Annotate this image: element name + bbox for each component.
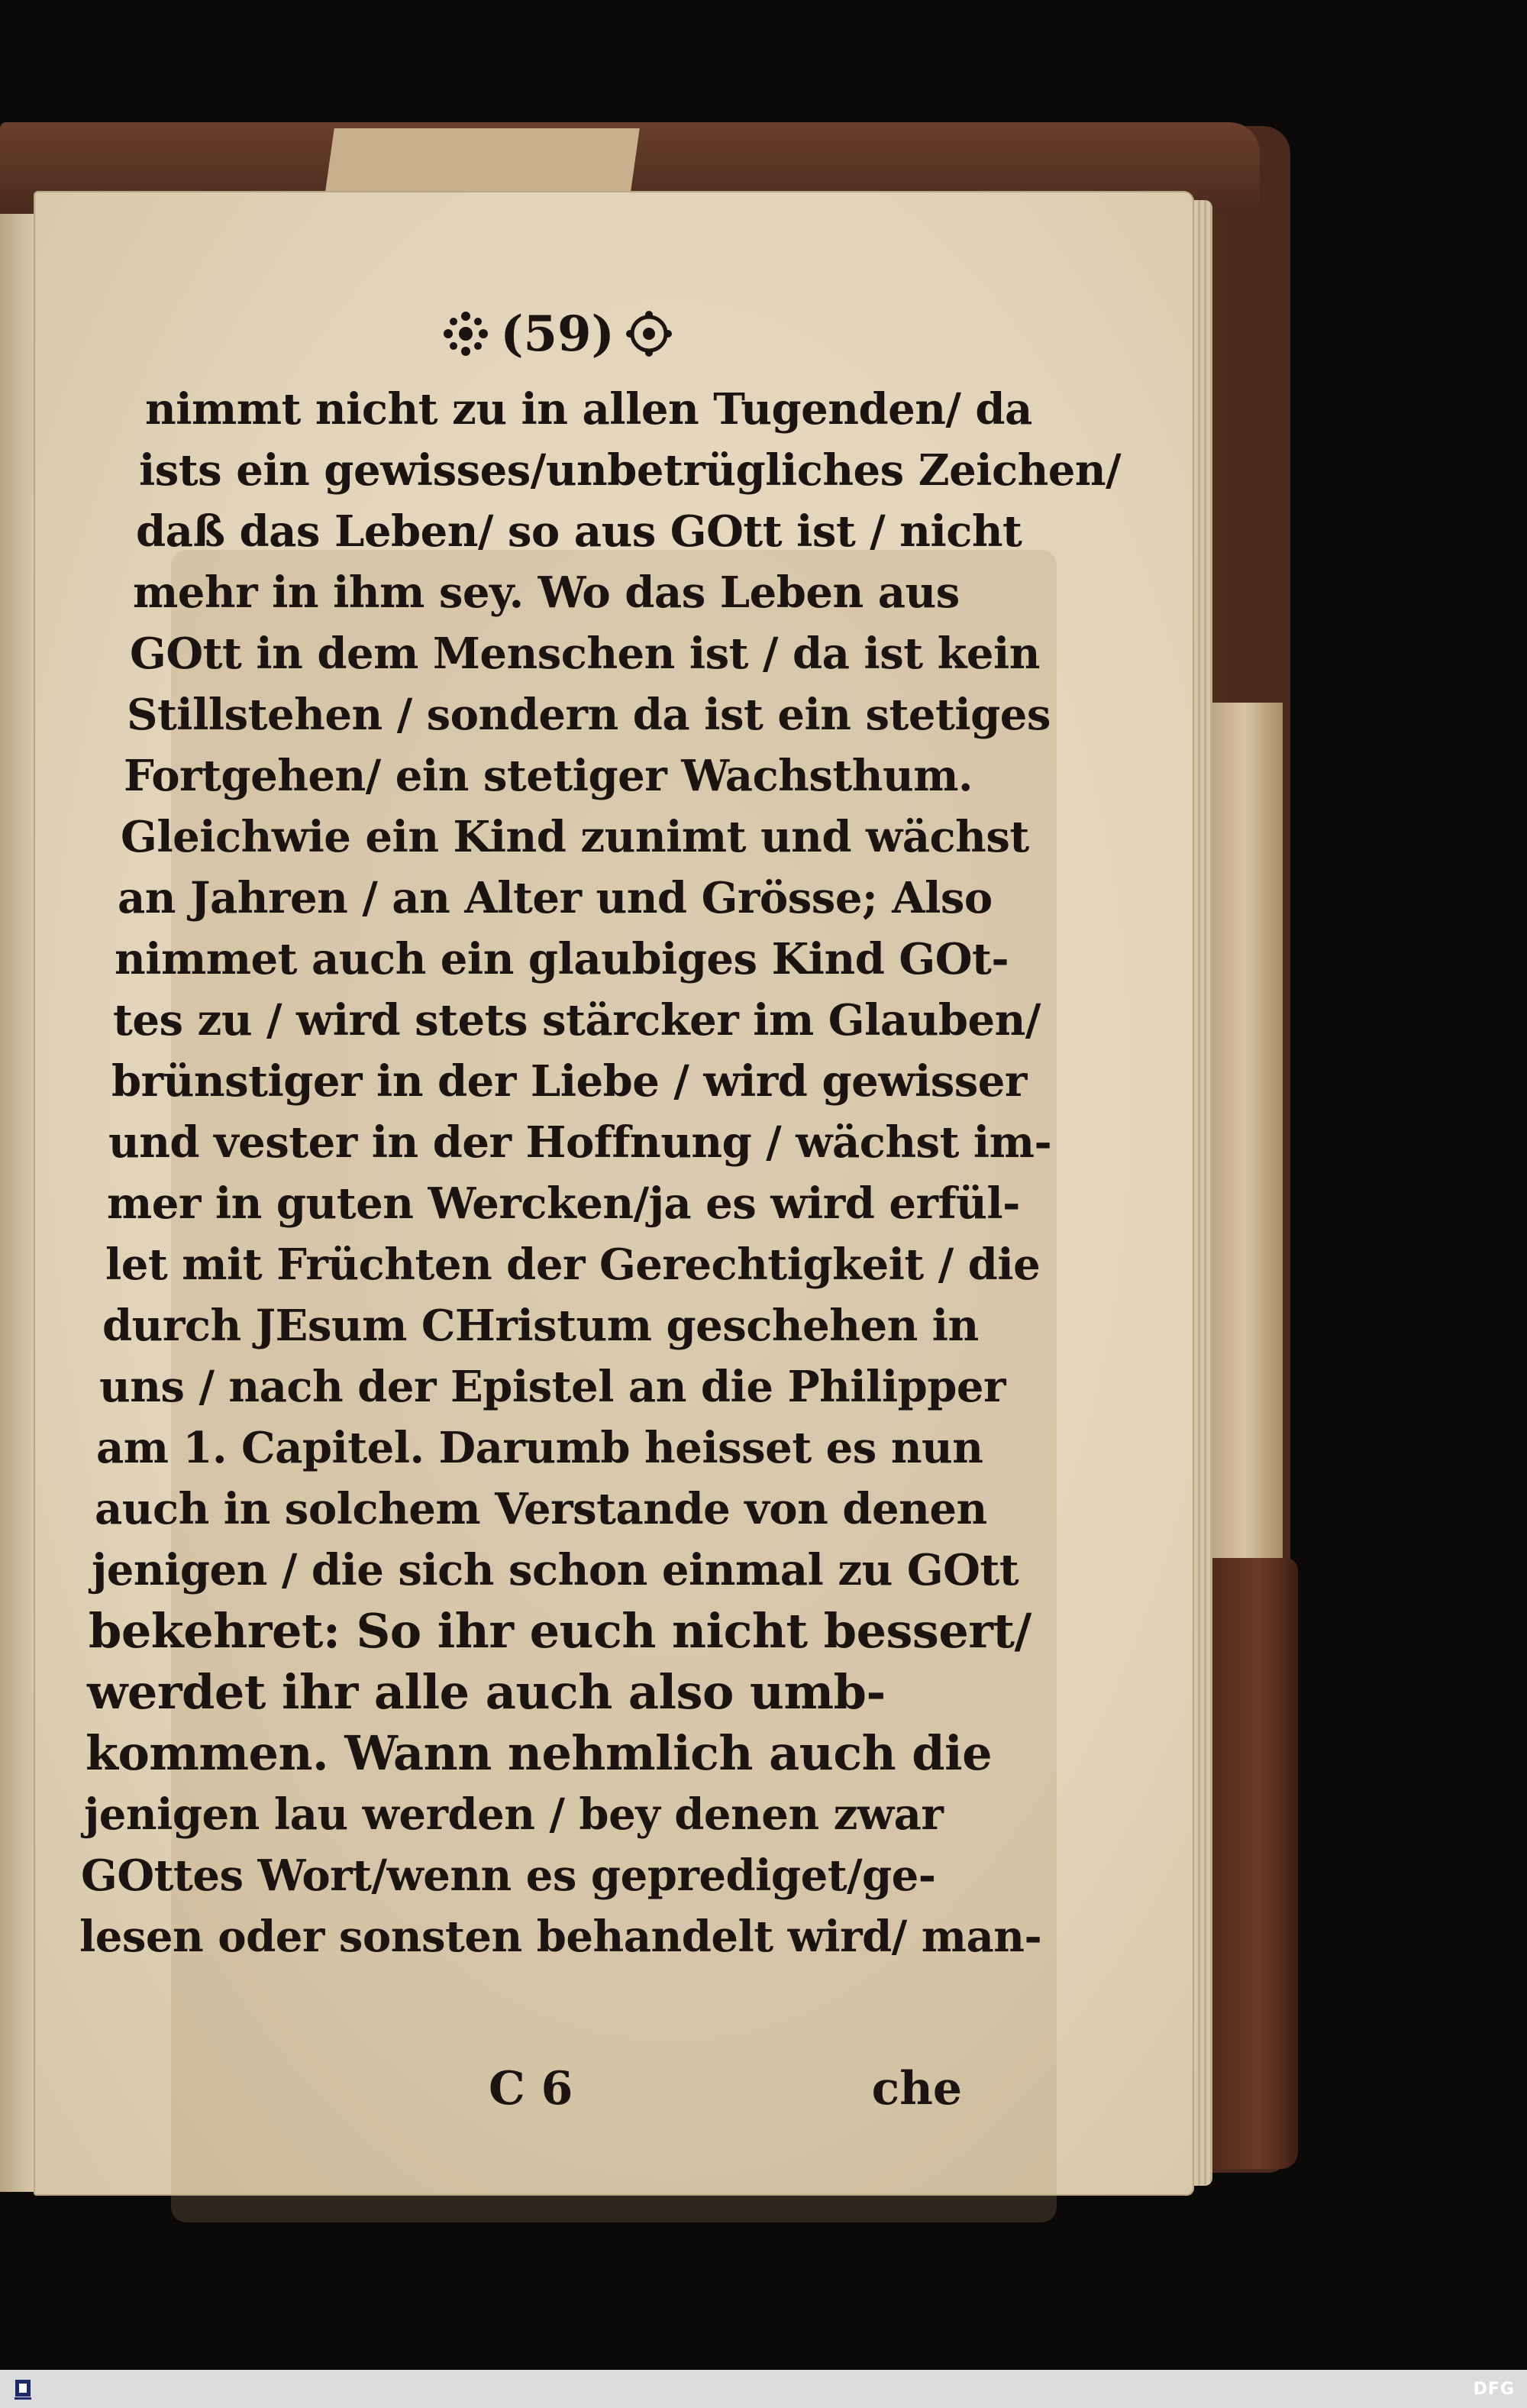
page-header <box>405 299 710 368</box>
text-line: Fortgehen/ ein stetiger Wachsthum. <box>124 751 973 801</box>
text-line: auch in solchem Verstande von denen <box>95 1484 987 1534</box>
text-line: GOtt in dem Menschen ist / da ist kein <box>130 629 1040 679</box>
facing-page-edge <box>0 214 35 2192</box>
parchment-spine-strip <box>1206 703 1283 1573</box>
text-line: nimmt nicht zu in allen Tugenden/ da <box>145 384 1032 435</box>
text-line: jenigen lau werden / bey denen zwar <box>84 1789 944 1840</box>
text-line: brünstiger in der Liebe / wird gewisser <box>111 1056 1027 1107</box>
text-line: jenigen / die sich schon einmal zu GOtt <box>92 1545 1019 1595</box>
text-line: uns / nach der Epistel an die Philipper <box>99 1362 1006 1412</box>
signature-mark: C 6 <box>489 2062 573 2115</box>
text-line: nimmet auch ein glaubiges Kind GOt- <box>115 934 1009 984</box>
text-line: durch JEsum CHristum geschehen in <box>102 1301 979 1351</box>
text-line: mer in guten Wercken/ja es wird erfül- <box>107 1178 1020 1229</box>
viewer-footer-bar <box>0 2370 1527 2408</box>
page-number: (59) <box>500 305 615 363</box>
rosette-ornament-icon <box>625 310 673 357</box>
rosette-ornament-icon <box>442 310 489 357</box>
text-line: daß das Leben/ so aus GOtt ist / nicht <box>136 506 1022 557</box>
text-line: tes zu / wird stets stärcker im Glauben/ <box>113 995 1041 1046</box>
text-line: lesen oder sonsten behandelt wird/ man- <box>79 1912 1042 1962</box>
dfg-brand: DFG <box>1473 2379 1515 2399</box>
text-line: und vester in der Hoffnung / wächst im- <box>108 1117 1052 1168</box>
text-line: ists ein gewisses/unbetrügliches Zeichen/ <box>139 445 1122 496</box>
library-crest-icon <box>9 2374 37 2404</box>
text-line: let mit Früchten der Gerechtigkeit / die <box>105 1240 1041 1290</box>
text-line: mehr in ihm sey. Wo das Leben aus <box>133 567 960 618</box>
text-line: Stillstehen / sondern da ist ein stetiges <box>127 690 1051 740</box>
text-line: werdet ihr alle auch also umb- <box>87 1664 886 1720</box>
text-line: kommen. Wann nehmlich auch die <box>86 1725 993 1781</box>
leather-spine <box>1203 1558 1298 2169</box>
text-line: Gleichwie ein Kind zunimt und wächst <box>121 812 1029 862</box>
page-footer-catchwords <box>489 2062 962 2131</box>
text-line: an Jahren / an Alter und Grösse; Also <box>118 873 993 923</box>
text-line: GOttes Wort/wenn es geprediget/ge- <box>81 1850 936 1901</box>
text-line: am 1. Capitel. Darumb heisset es nun <box>96 1423 983 1473</box>
text-line: bekehret: So ihr euch nicht bessert/ <box>89 1603 1031 1659</box>
catchword: che <box>871 2062 962 2115</box>
